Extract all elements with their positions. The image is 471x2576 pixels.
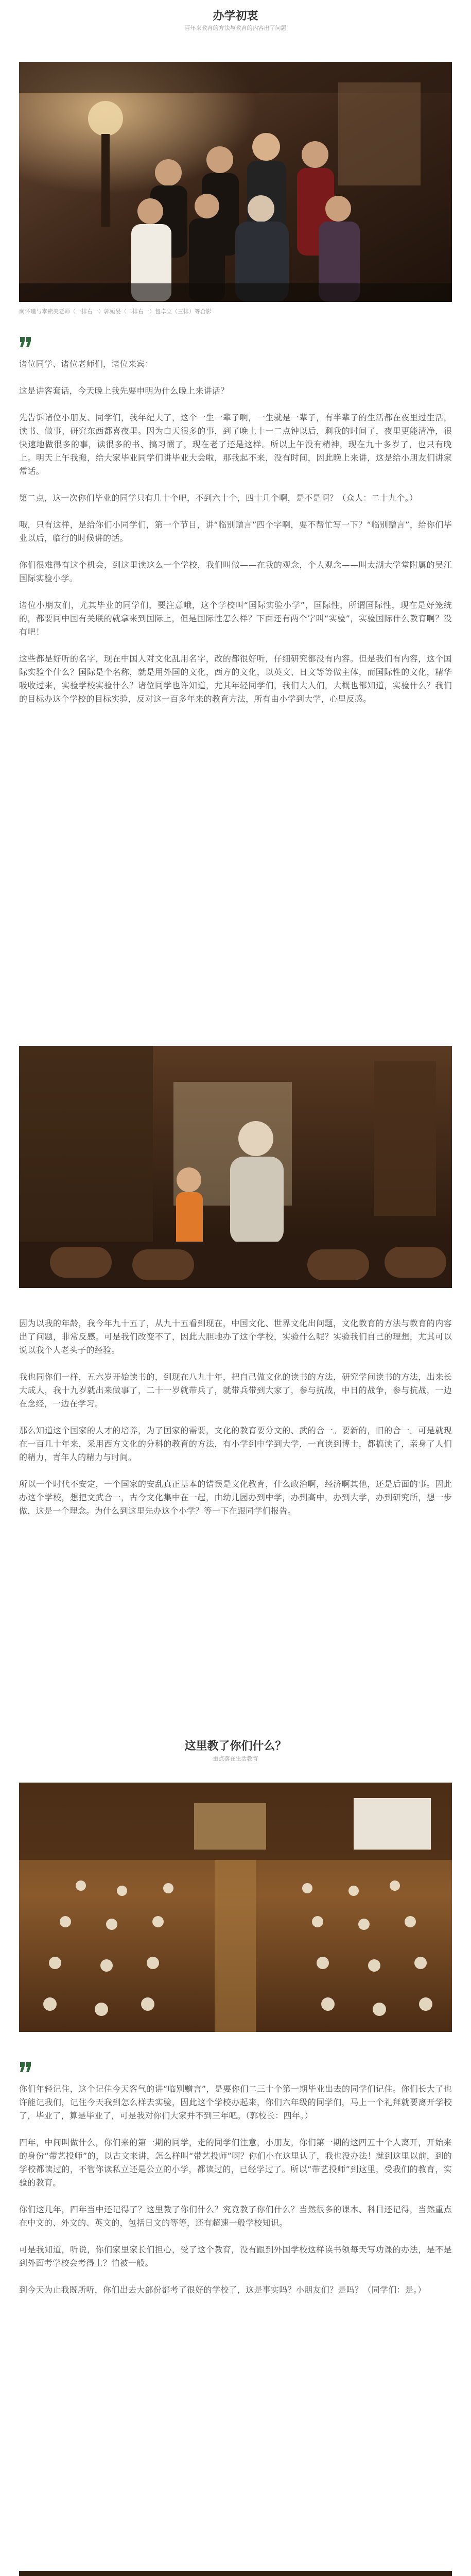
- speech-text-part3: [19, 2082, 452, 2297]
- paragraph: 可是我知道，听说，你们家里家长们担心，受了这个教育，没有跟到外国学校这样读书领每天写功课的办法，是不是到外面考学校会考得上？怕被一般。: [19, 2245, 452, 2268]
- teacher-child-photo-image: [19, 1046, 452, 1288]
- paragraph: 诸位小朋友们，尤其毕业的同学们，要注意哦，这个学校叫“国际实验小学”，国际性，所谓国际性，现在是好笼统的，都要同中国有关联的就拿来到国际上，但是国际性怎么样？下面还有两个字叫“实验”，实验国际什么教育啊？没有吧！: [19, 600, 452, 637]
- paragraph: 第二点，这一次你们毕业的同学只有几十个吧，不到六十个，四十几个啊，是不是啊？（众人：二十九个。）: [19, 493, 418, 503]
- section-subtitle: 百年来教育的方法与教育的内容出了问题: [184, 25, 287, 31]
- paragraph: 你们这几年，四年当中还记得了？这里教了你们什么？究竟教了你们什么？当然很多的课本、科目还记得，当然重点在中文的、外文的、英文的，包括日文的等等，还有超速一般学校知识。: [19, 2205, 452, 2228]
- section-title: 办学初衷: [213, 10, 258, 23]
- paragraph: 四年，中间叫做什么，你们来的第一期的同学，走的同学们注意，小朋友，你们第一期的这四五十个人离开，开始来的身份“带艺投师”的，以古文来讲，怎么样叫“带艺投师”啊？你们小在这里认了，我也没办法！就到这里以前，到的学校都读过的，不管你读私立还是公立的小学，都读过的，已经学过了。所以“带艺投师”到这里，受我们的教育，实验的教育。: [19, 2138, 452, 2188]
- section-title: 这里教了你们什么？: [184, 1740, 287, 1753]
- lecture-hall-photo: [19, 1783, 452, 2032]
- paragraph: 那么知道这个国家的人才的培养，为了国家的需要，文化的教育要分文的、武的合一。要新的，旧的合一。可是就现在一百几十年来，采用西方文化的分科的教育的方法，有小学到中学到大学，一直读到博士，都搞读了，亲身了人们的精力，青年人的精力与时间。: [19, 1426, 452, 1462]
- quote-icon: [19, 336, 32, 349]
- teacher-child-photo: [19, 1046, 452, 1288]
- speech-text-part1: [19, 358, 452, 706]
- classroom-photo-image: [19, 2571, 452, 2576]
- paragraph: 我也同你们一样，五六岁开始读书的，到现在八九十年，把自己做文化的读书的方法，研究学问读书的方法，出来长大成人，我十九岁就出来做事了，二十一岁就带兵了，就带兵带到大家了，参与抗战，中日的战争，参与抗战，一边在念经，一边在学习。: [19, 1372, 452, 1409]
- paragraph: 哦，只有这样，是给你们小同学们，第一个节目，讲“临别赠言”四个字啊，要不帮忙写一下？“临别赠言”，给你们毕业以后，临行的时候讲的话。: [19, 520, 452, 543]
- paragraph: 你们年轻记住，这个记住今天客气的讲“临别赠言”，是要你们二三十个第一期毕业出去的同学们记住。你们长大了也许能记我们，记住今天我到怎么样去实验，因此这个学校办起来，你们六年级的同学们，马上一个礼拜就要离开学校了，毕业了，算是毕业了，可是我对你们大家并不到三年吧。（郭校长：四年。）: [19, 2084, 452, 2121]
- paragraph: 你们很难得有这个机会，到这里读这么一个学校，我们叫做——在我的观念，个人观念——叫太湖大学堂附属的吴江国际实验小学。: [19, 560, 452, 583]
- paragraph: 诸位同学、诸位老师们，诸位来宾：: [19, 359, 153, 369]
- group-photo: [19, 62, 452, 302]
- photo-caption: 南怀瑾与李素美老师（一排右一）郭姮妟（二排右一）包卓立（三排）等合影: [19, 308, 212, 315]
- paragraph: 先告诉诸位小朋友、同学们，我年纪大了，这个一生一辈子啊，一生就是一辈子，有半辈子的生活都在夜里过生活，读书、做事、研究东西都喜夜里。因为白天很多的事，到了晚上十一二点钟以后，剩我的时间了，夜里更能清净，很快速地做很多的事，读很多的书、搞习惯了，现在老了还是这样。所以上午没有精神，现在九十多岁了，也只有晚上。明天上午我搬，给大家毕业同学们讲毕业大会啦，那我起不来，没有时间，因此晚上来讲，这是给小朋友们讲家常话。: [19, 413, 452, 476]
- group-photo-image: [19, 62, 452, 302]
- paragraph: 因为以我的年龄，我今年九十五了，从九十五看到现在，中国文化、世界文化出问题，文化教育的方法与教育的内容出了问题，非常反感。可是我们改变不了，因此大胆地办了这个学校，实验什么呢？实验我们自己的理想，尤其可以说以我个人老头子的经验。: [19, 1318, 452, 1355]
- paragraph: 这些都是好听的名字，现在中国人对文化乱用名字，改的都很好听，仔细研究都没有内容。但是我们有内容，这个国际实验个什么？国际是个名称，就是用外国的文化，西方的文化，以英文、日文等等做主体，而国际性的文化，精华吸收过来，实验学校实验什么？诸位同学也许知道，尤其年轻同学们，我们大人们，大概也都知道，实验什么？我们的目标办这个学校的目标实验，反对这一百多年来的教育方法，所有由小学到大学，心里反感。: [19, 654, 452, 704]
- quote-icon: [19, 2061, 32, 2074]
- section-subtitle: 重点落在生活教育: [213, 1755, 258, 1762]
- speech-text-part2: [19, 1317, 452, 1518]
- classroom-photo: [19, 2571, 452, 2576]
- lecture-hall-photo-image: [19, 1783, 452, 2032]
- paragraph: 这是讲客套话，今天晚上我先要申明为什么晚上来讲话？: [19, 386, 229, 396]
- paragraph: 到今天为止我既所听，你们出去大部份都考了很好的学校了，这是事实吗？小朋友们？是吗？（同学们：是。）: [19, 2285, 426, 2295]
- paragraph: 所以一个时代不安定，一个国家的安乱真正基本的错误是文化教育，什么政治啊，经济啊其他，还是后面的事。因此办这个学校，想把文武合一，古今文化集中在一起，由幼儿园办到中学，办到高中，办到大学，办到研究所，想一步做，这是一个理念。为什么到这里先办这个小学？等一下在跟同学们报告。: [19, 1479, 452, 1516]
